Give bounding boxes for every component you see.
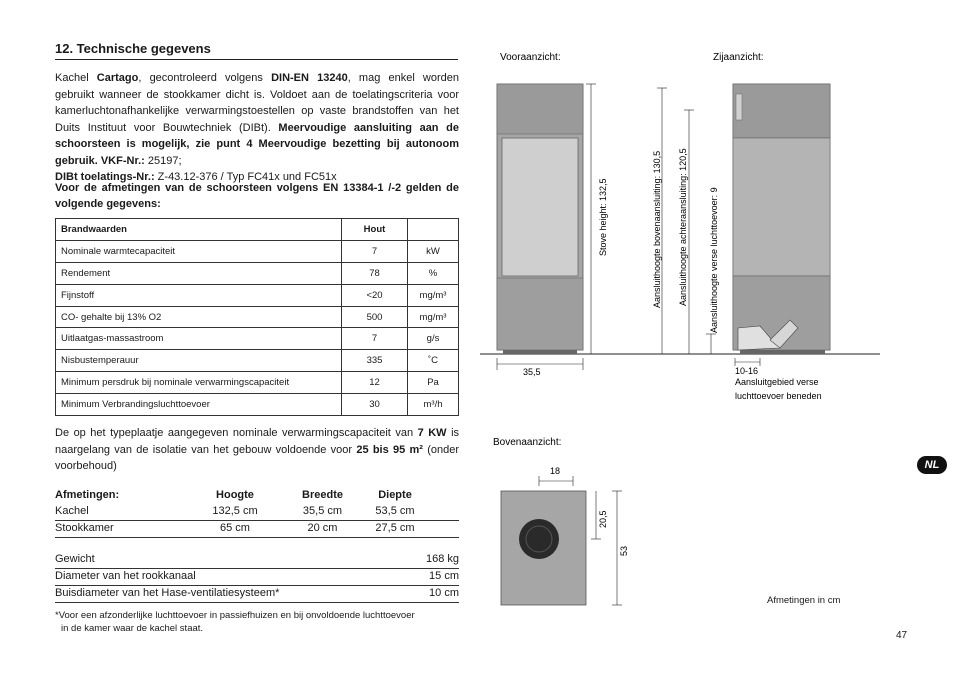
connection-area-line-1: Aansluitgebied verse xyxy=(735,377,819,387)
footnote-line-1: *Voor een afzonderlijke luchttoevoer in passiefhuizen en bij onvoldoende luchttoevoer xyxy=(55,610,415,621)
row-label: Nominale warmtecapaciteit xyxy=(56,240,342,262)
row-unit: ˚C xyxy=(408,350,459,372)
footnote xyxy=(55,609,459,635)
table-row xyxy=(56,306,459,328)
note-text-1: De op het typeplaatje aangegeven nominale verwarmingscapaciteit van xyxy=(55,427,418,439)
table-row xyxy=(56,240,459,262)
footnote-line-2: in de kamer waar de kachel staat. xyxy=(61,623,204,634)
table-header-cell: Hout xyxy=(342,219,408,241)
top-offset-label: 18 xyxy=(550,466,561,476)
row-value: <20 xyxy=(342,284,408,306)
stove-name: Cartago xyxy=(96,72,139,84)
dimensions-header xyxy=(55,488,459,504)
dim-cell: 20 cm xyxy=(307,522,338,534)
row-value: 12 xyxy=(342,372,408,394)
table-row xyxy=(56,328,459,350)
row-value: 500 xyxy=(342,306,408,328)
side-handle xyxy=(736,94,742,120)
row-label: Rendement xyxy=(56,262,342,284)
spec-row xyxy=(55,552,459,569)
spec-value: 15 cm xyxy=(429,570,459,582)
combustion-values-table xyxy=(55,218,459,416)
row-value: 7 xyxy=(342,240,408,262)
row-unit: % xyxy=(408,262,459,284)
note-text-3: (onder voorbehoud) xyxy=(55,443,459,472)
spec-value: 168 kg xyxy=(425,553,459,565)
dim-cell: 35,5 cm xyxy=(302,505,343,517)
row-unit: mg/m³ xyxy=(408,284,459,306)
dibt-number: Z-43.12-376 / Typ FC41x und FC51x xyxy=(154,171,337,183)
row-value: 7 xyxy=(342,328,408,350)
page-number: 47 xyxy=(896,630,908,641)
top-depth-offset-label: 20,5 xyxy=(598,510,608,528)
dim-header-cell: Diepte xyxy=(378,489,412,501)
table-header-cell: Brandwaarden xyxy=(56,219,342,241)
dimensions-row xyxy=(55,504,459,521)
technical-drawings xyxy=(470,40,890,620)
vkf-number: 25197; xyxy=(144,154,182,167)
row-unit: mg/m³ xyxy=(408,306,459,328)
row-value: 78 xyxy=(342,262,408,284)
language-badge: NL xyxy=(917,456,947,474)
front-width-label: 35,5 xyxy=(523,367,541,377)
side-middle-panel xyxy=(733,138,830,276)
spec-value: 10 cm xyxy=(429,587,459,599)
top-connection-label: Aansluithoogte bovenaansluiting: 130,5 xyxy=(652,150,662,308)
dim-cell: 27,5 cm xyxy=(375,522,415,534)
side-base xyxy=(740,350,825,354)
capacity-note xyxy=(55,425,459,475)
fresh-air-label: Aansluithoogte verse luchttoevoer: 9 xyxy=(709,187,719,333)
front-view-label: Vooraanzicht: xyxy=(500,52,561,63)
spec-label: Buisdiameter van het Hase-ventilatiesysteem* xyxy=(55,587,280,599)
spec-label: Gewicht xyxy=(55,553,95,565)
stove-top-panel xyxy=(497,84,583,134)
title-divider xyxy=(55,59,458,60)
table-row xyxy=(56,262,459,284)
dim-cell: Stookkamer xyxy=(55,522,114,534)
norm-reference: DIN-EN 13240 xyxy=(271,72,348,84)
dim-cell: 132,5 cm xyxy=(212,505,258,517)
stove-glass-door xyxy=(502,138,578,276)
intro-paragraph xyxy=(55,70,459,186)
dim-header-cell: Afmetingen: xyxy=(55,489,120,501)
side-view-stove xyxy=(733,84,830,354)
flue-outlet xyxy=(519,519,559,559)
dibt-label: DIBt toelatings-Nr.: xyxy=(55,171,155,183)
note-capacity: 7 KW xyxy=(417,427,447,439)
front-view-stove xyxy=(497,84,583,354)
table-row xyxy=(56,284,459,306)
chimney-subheading: Voor de afmetingen van de schoorsteen volgens EN 13384-1 /-2 gelden de volgende gegevens: xyxy=(55,182,459,210)
row-label: Minimum Verbrandingsluchttoevoer xyxy=(56,394,342,416)
section-title: 12. Technische gegevens xyxy=(55,41,211,56)
dim-cell: 53,5 cm xyxy=(375,505,415,517)
side-view-label: Zijaanzicht: xyxy=(713,52,764,63)
stove-bottom-panel xyxy=(497,278,583,350)
table-header-cell xyxy=(408,219,459,241)
row-label: CO- gehalte bij 13% O2 xyxy=(56,306,342,328)
spec-label: Diameter van het rookkanaal xyxy=(55,570,196,582)
units-note: Afmetingen in cm xyxy=(767,595,841,606)
stove-height-label: Stove height: 132,5 xyxy=(598,178,608,256)
row-label: Minimum persdruk bij nominale verwarmingscapaciteit xyxy=(56,372,342,394)
row-label: Fijnstoff xyxy=(56,284,342,306)
dimensions-table xyxy=(55,488,459,538)
stove-base xyxy=(503,350,577,354)
side-top-panel xyxy=(733,84,830,138)
dim-cell: 65 cm xyxy=(220,522,250,534)
top-view-label: Bovenaanzicht: xyxy=(493,437,562,448)
spec-row xyxy=(55,586,459,603)
note-area: 25 bis 95 m² xyxy=(356,443,423,456)
dim-cell: Kachel xyxy=(55,505,89,517)
connection-area-line-2: luchttoevoer beneden xyxy=(735,391,822,401)
connection-range-label: 10-16 xyxy=(735,366,759,376)
row-label: Uitlaatgas-massastroom xyxy=(56,328,342,350)
top-depth-label: 53 xyxy=(619,545,629,556)
intro-text-3: , mag enkel worden gebruikt wanneer de stookkamer dicht is. Voldoet aan de toelatingscriteria voor kamerluchtonafhankelijke verwarmingstoestellen op vaste brandstoffen van het Duits Instituut voor Bouwtechniek (DIBt). xyxy=(55,72,459,134)
row-unit: Pa xyxy=(408,372,459,394)
spec-row xyxy=(55,569,459,586)
multi-connection-note: Meervoudige aansluiting aan de schoorsteen is mogelijk, zie punt 4 Meervoudige bezetting bij autonoom gebruik. VKF-Nr.: xyxy=(55,121,459,167)
table-row xyxy=(56,350,459,372)
misc-specs xyxy=(55,552,459,603)
table-header-row xyxy=(56,219,459,241)
table-row xyxy=(56,372,459,394)
row-unit: g/s xyxy=(408,328,459,350)
row-value: 335 xyxy=(342,350,408,372)
table-row xyxy=(56,394,459,416)
row-unit: kW xyxy=(408,240,459,262)
intro-text-1: Kachel xyxy=(55,72,97,84)
row-unit: m³/h xyxy=(408,394,459,416)
dim-header-cell: Hoogte xyxy=(216,489,254,501)
row-label: Nisbustemperauur xyxy=(56,350,342,372)
row-value: 30 xyxy=(342,394,408,416)
dim-header-cell: Breedte xyxy=(302,489,343,501)
note-text-2: is naargelang van de isolatie van het gebouw voldoende voor xyxy=(55,427,460,456)
top-view-stove xyxy=(501,491,586,605)
rear-connection-label: Aansluithoogte achteraansluiting: 120,5 xyxy=(678,148,688,306)
dimensions-row xyxy=(55,521,459,538)
intro-text-2: , gecontroleerd volgens xyxy=(138,72,272,84)
